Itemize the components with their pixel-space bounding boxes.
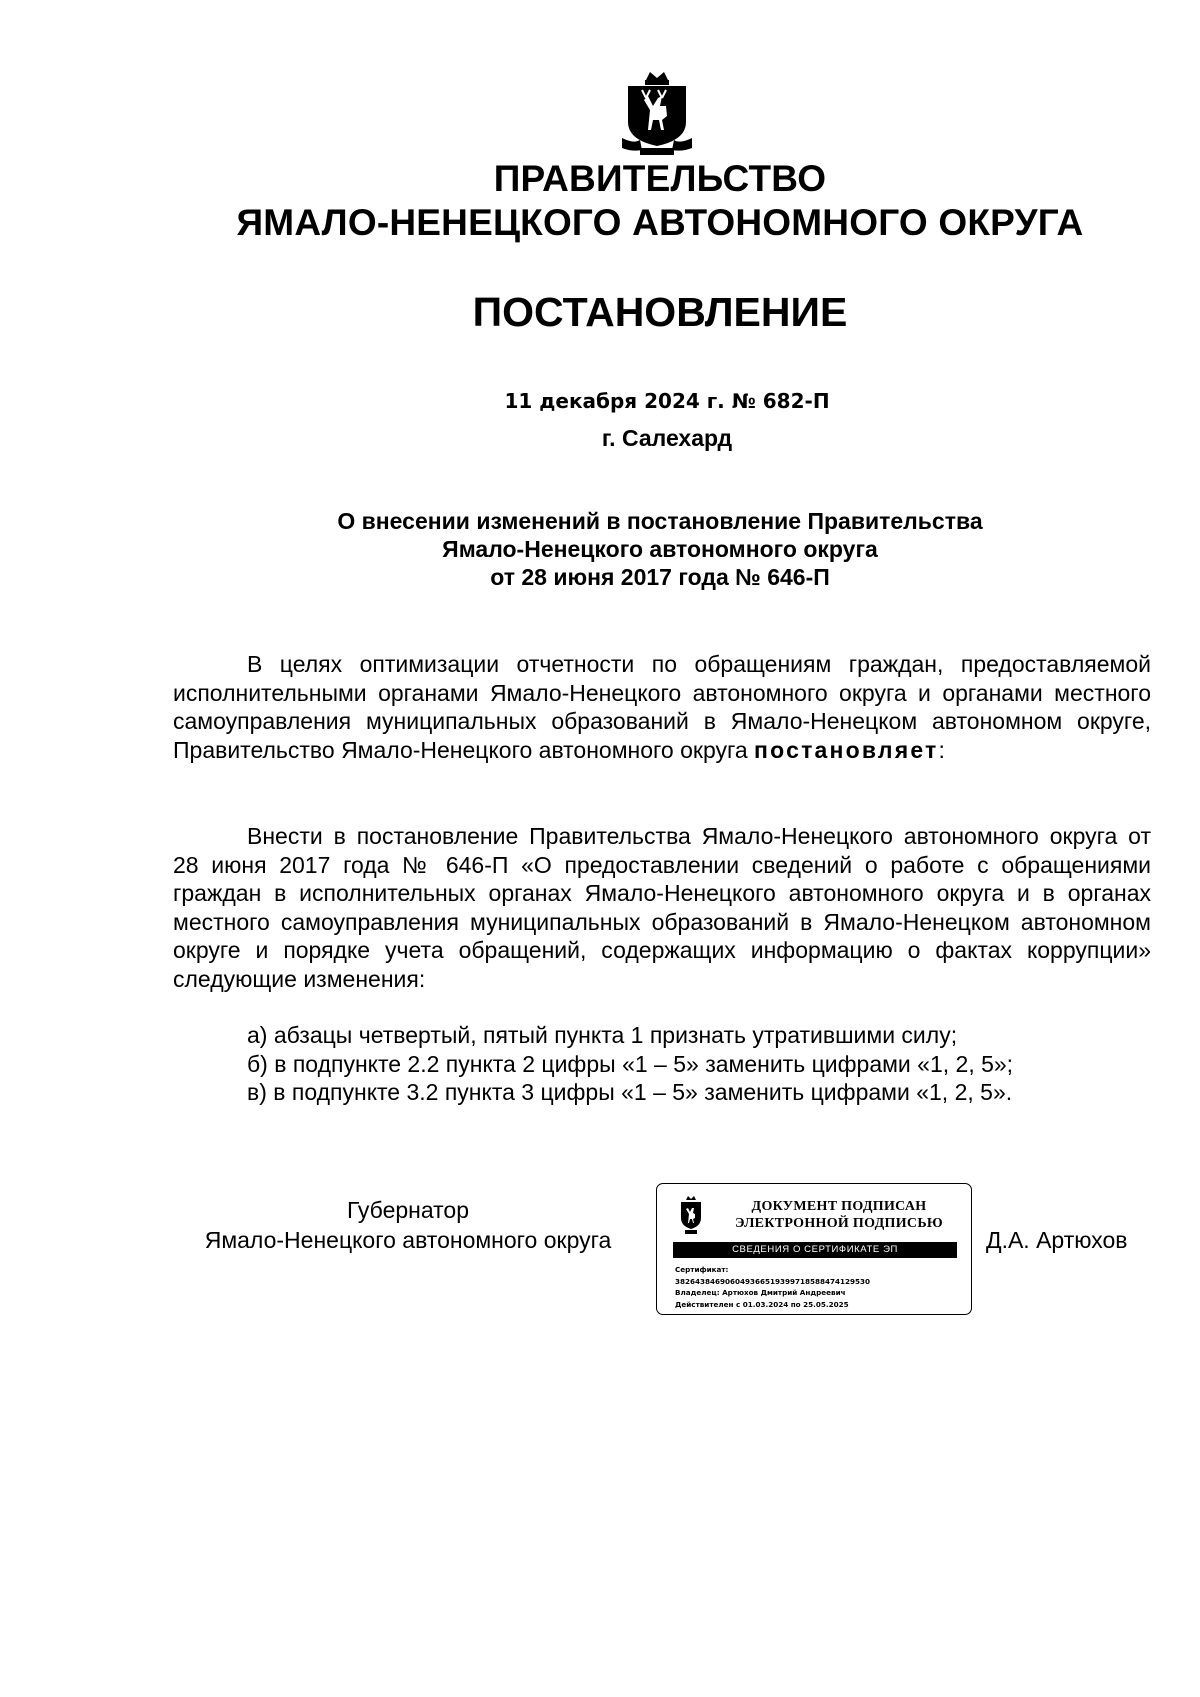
amendment-items — [247, 1021, 1013, 1107]
subject-line: Ямало-Ненецкого автономного округа — [442, 536, 878, 562]
certificate-number: 382643846906049366519399718588474129530 — [675, 1276, 871, 1286]
certificate-details — [675, 1264, 870, 1310]
document-city: г. Салехард — [601, 425, 733, 451]
certificate-label: Сертификат: — [675, 1265, 729, 1274]
subject-line: от 28 июня 2017 года № 646-П — [490, 564, 830, 590]
signatory-title-line1: Губернатор — [346, 1197, 470, 1223]
amendment-text: Внести в постановление Правительства Ямало-Ненецкого автономного округа от 28 июня 2017 года № 646-П «О предоставлении сведений о работе с обращениями граждан в исполнительных органах Ямало-Ненецкого автономного округа и в органах местного самоуправления муниципальных образований в Ямало-Ненецком автономном округе и порядке учета обращений, содержащих информацию о фактах коррупции» следующие изменения: — [173, 823, 1151, 992]
stamp-heading — [709, 1198, 969, 1232]
certificate-owner: Владелец: Артюхов Дмитрий Андреевич — [675, 1288, 846, 1297]
coat-of-arms-icon — [620, 70, 694, 156]
coat-of-arms-icon — [678, 1196, 704, 1236]
preamble-text: В целях оптимизации отчетности по обращениям граждан, предоставляемой исполнительными органами Ямало-Ненецкого автономного округа и органами местного самоуправления муниципальных образований в Ямало-Ненецком автономном округе, Правительство Ямало-Ненецкого автономного округа — [173, 651, 1151, 763]
government-name-line2: ЯМАЛО-НЕНЕЦКОГО АВТОНОМНОГО ОКРУГА — [236, 202, 1084, 243]
list-item: в) в подпункте 3.2 пункта 3 цифры «1 – 5» заменить цифрами «1, 2, 5». — [247, 1079, 1013, 1105]
preamble-colon: : — [938, 736, 945, 763]
subject-line: О внесении изменений в постановление Правительства — [337, 508, 983, 534]
certificate-info-bar: СВЕДЕНИЯ О СЕРТИФИКАТЕ ЭП — [673, 1242, 957, 1258]
document-subject — [0, 507, 1200, 591]
signatory-name: Д.А. Артюхов — [986, 1227, 1128, 1253]
certificate-validity: Действителен с 01.03.2024 по 25.05.2025 — [675, 1299, 849, 1309]
preamble-paragraph — [173, 650, 1151, 764]
document-type: ПОСТАНОВЛЕНИЕ — [472, 289, 848, 335]
stamp-heading-line1: ДОКУМЕНТ ПОДПИСАН — [751, 1199, 927, 1214]
amendment-paragraph — [173, 822, 1151, 993]
list-item: б) в подпункте 2.2 пункта 2 цифры «1 – 5» заменить цифрами «1, 2, 5»; — [247, 1050, 1014, 1077]
signatory-title — [173, 1195, 643, 1255]
list-item: а) абзацы четвертый, пятый пункта 1 признать утратившими силу; — [247, 1022, 958, 1048]
signatory-title-line2: Ямало-Ненецкого автономного округа — [204, 1227, 612, 1253]
government-name-line1: ПРАВИТЕЛЬСТВО — [493, 158, 827, 199]
decree-keyword: постановляет — [754, 736, 939, 763]
electronic-signature-stamp — [656, 1183, 972, 1315]
stamp-heading-line2: ЭЛЕКТРОННОЙ ПОДПИСЬЮ — [735, 1216, 943, 1231]
document-date-number: 11 декабря 2024 г. № 682-П — [504, 389, 830, 413]
